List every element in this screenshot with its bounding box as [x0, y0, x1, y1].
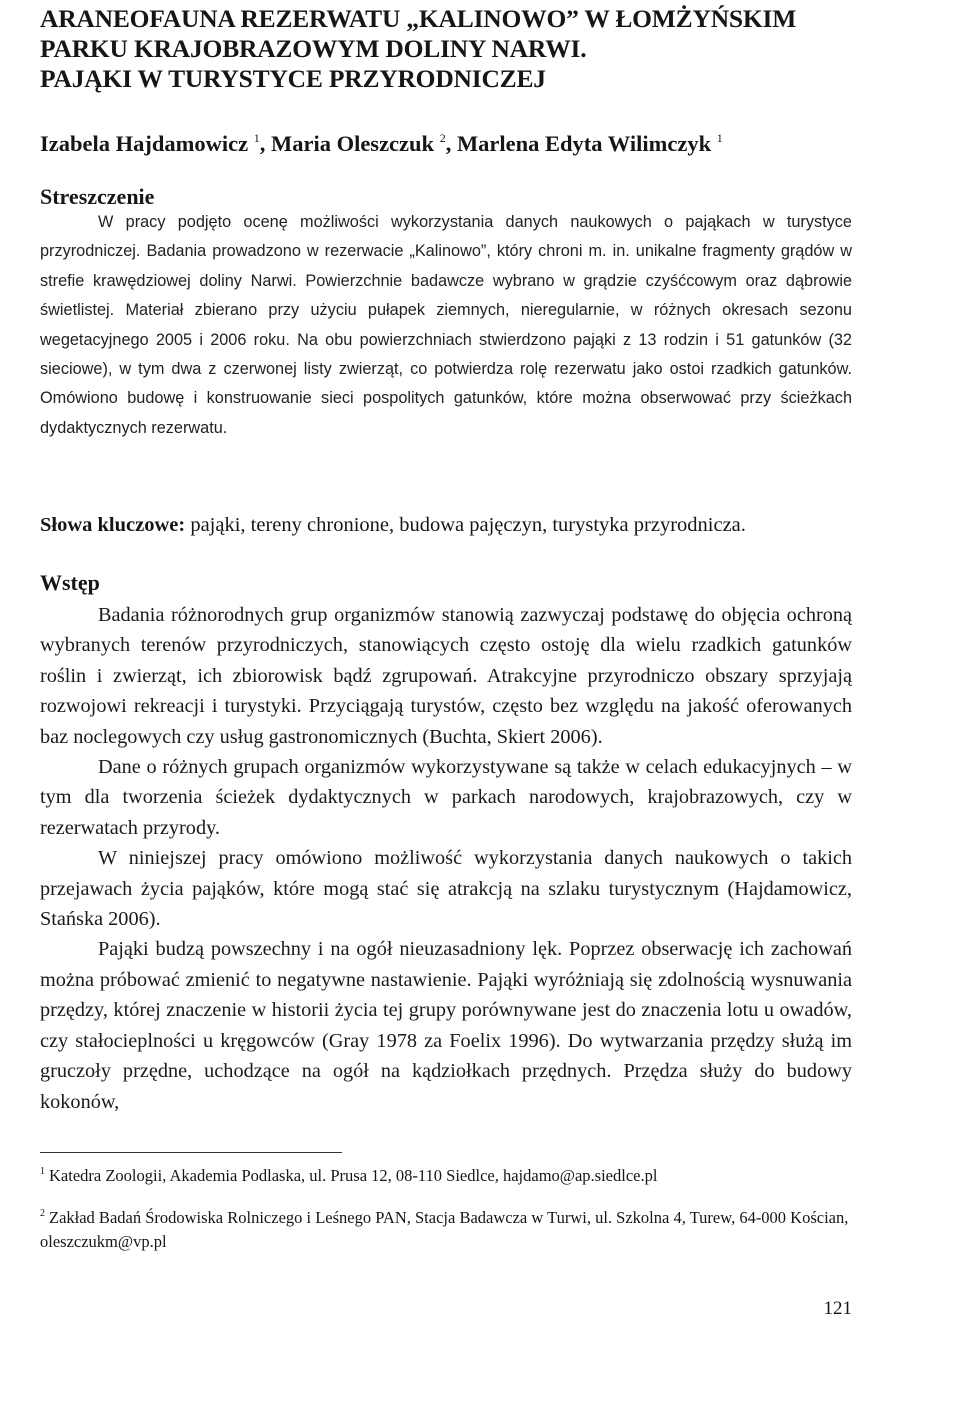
body-paragraph: Pająki budzą powszechny i na ogół nieuzasadniony lęk. Poprzez obserwację ich zachowań można próbować zmienić to negatywne nastawienie. Pająki wyróżniają się zdolnością wysnuwania przędzy, której znaczenie w historii życia tej grupy porównywane jest do znaczenia lotu u owadów, czy stałocieplności u kręgowców (Gray 1978 za Foelix 1996). Do wytwarzania przędzy służą im gruczoły przędne, uchodzące na ogół na kądziołkach przędnych. Przędza służy do budowy kokonów, — [40, 938, 852, 1113]
footnote-divider — [40, 1152, 342, 1153]
keywords-text: pająki, tereny chronione, budowa pajęczyn, turystyka przyrodnicza. — [190, 514, 746, 536]
title-line-1: ARANEOFAUNA REZERWATU „KALINOWO” W ŁOMŻYŃSKIM — [40, 4, 797, 33]
author-list: Izabela Hajdamowicz $^1$, Maria Oleszczuk $^2$, Marlena Edyta Wilimczyk $^1$ — [40, 131, 723, 156]
footnotes — [40, 1160, 852, 1268]
author-affiliation-mark: 1 — [253, 131, 260, 145]
footnote-mark: 2 — [40, 1208, 45, 1219]
author-name: Izabela Hajdamowicz — [40, 131, 249, 156]
body-paragraph: Badania różnorodnych grup organizmów stanowią zazwyczaj podstawę do objęcia ochroną wybranych terenów przyrodniczych, stanowiących często ostoję dla wielu rzadkich gatunków roślin i zwierząt, ich zbiorowisk bądź zgrupowań. Atrakcyjne przyrodniczo obszary sprzyjają rozwojowi rekreacji i turystyki. Przyciągają turystów, często bez względu na jakość oferowanych baz noclegowych czy usług gastronomicznych (Buchta, Skiert 2006). — [40, 604, 852, 748]
abstract-text: W pracy podjęto ocenę możliwości wykorzystania danych naukowych o pająkach w turystyce przyrodniczej. Badania prowadzono w rezerwacie „Kalinowo”, który chroni m. in. unikalne fragmenty grądów w strefie krawędziowej doliny Narwi. Powierzchnie badawcze wybrano w grądzie czyśćcowym oraz dąbrowie świetlistej. Materiał zbierano przy użyciu pułapek ziemnych, nieregularnie, w różnych okresach sezonu wegetacyjnego 2005 i 2006 roku. Na obu powierzchniach stwierdzono pająki z 13 rodzin i 51 gatunków (32 sieciowe), w tym dwa z czerwonej listy zwierząt, co potwierdza rolę rezerwatu jako ostoi rzadkich gatunków. Omówiono budowę i konstruowanie sieci pospolitych gatunków, które można obserwować przy ścieżkach dydaktycznych rezerwatu. — [40, 213, 852, 437]
author-name: Maria Oleszczuk — [270, 131, 435, 156]
introduction-heading: Wstęp — [40, 570, 100, 595]
author-name: Marlena Edyta Wilimczyk — [456, 131, 712, 156]
footnote-text: Zakład Badań Środowiska Rolniczego i Leśnego PAN, Stacja Badawcza w Turwi, ul. Szkolna 4, Turew, 64-000 Kościan, oleszczukm@vp.pl — [40, 1208, 849, 1251]
title-line-2: PARKU KRAJOBRAZOWYM DOLINY NARWI. — [40, 34, 587, 63]
article-title — [40, 4, 796, 94]
title-line-3: PAJĄKI W TURYSTYCE PRZYRODNICZEJ — [40, 64, 546, 93]
body-paragraph: W niniejszej pracy omówiono możliwość wykorzystania danych naukowych o takich przejawach życia pająków, które mogą stać się atrakcją na szlaku turystycznym (Hajdamowicz, Stańska 2006). — [40, 847, 852, 931]
keywords-label: Słowa kluczowe — [40, 514, 179, 536]
abstract-heading: Streszczenie — [40, 184, 155, 209]
footnote-text: Katedra Zoologii, Akademia Podlaska, ul. Prusa 12, 08-110 Siedlce, hajdamo@ap.siedlce.pl — [49, 1166, 658, 1185]
footnote-mark: 1 — [40, 1166, 45, 1177]
body-paragraph: Dane o różnych grupach organizmów wykorzystywane są także w celach edukacyjnych – w tym dla tworzenia ścieżek dydaktycznych w parkach narodowych, krajobrazowych, czy w rezerwatach przyrody. — [40, 756, 852, 839]
footnote — [40, 1160, 852, 1188]
introduction-body — [40, 600, 852, 1117]
footnote — [40, 1202, 852, 1254]
author-affiliation-mark: 1 — [716, 131, 723, 145]
author-affiliation-mark: 2 — [439, 131, 446, 145]
page-number: 121 — [823, 1298, 852, 1319]
keywords-line: Słowa kluczowe: pająki, tereny chronione, budowa pajęczyn, turystyka przyrodnicza. — [40, 514, 746, 536]
